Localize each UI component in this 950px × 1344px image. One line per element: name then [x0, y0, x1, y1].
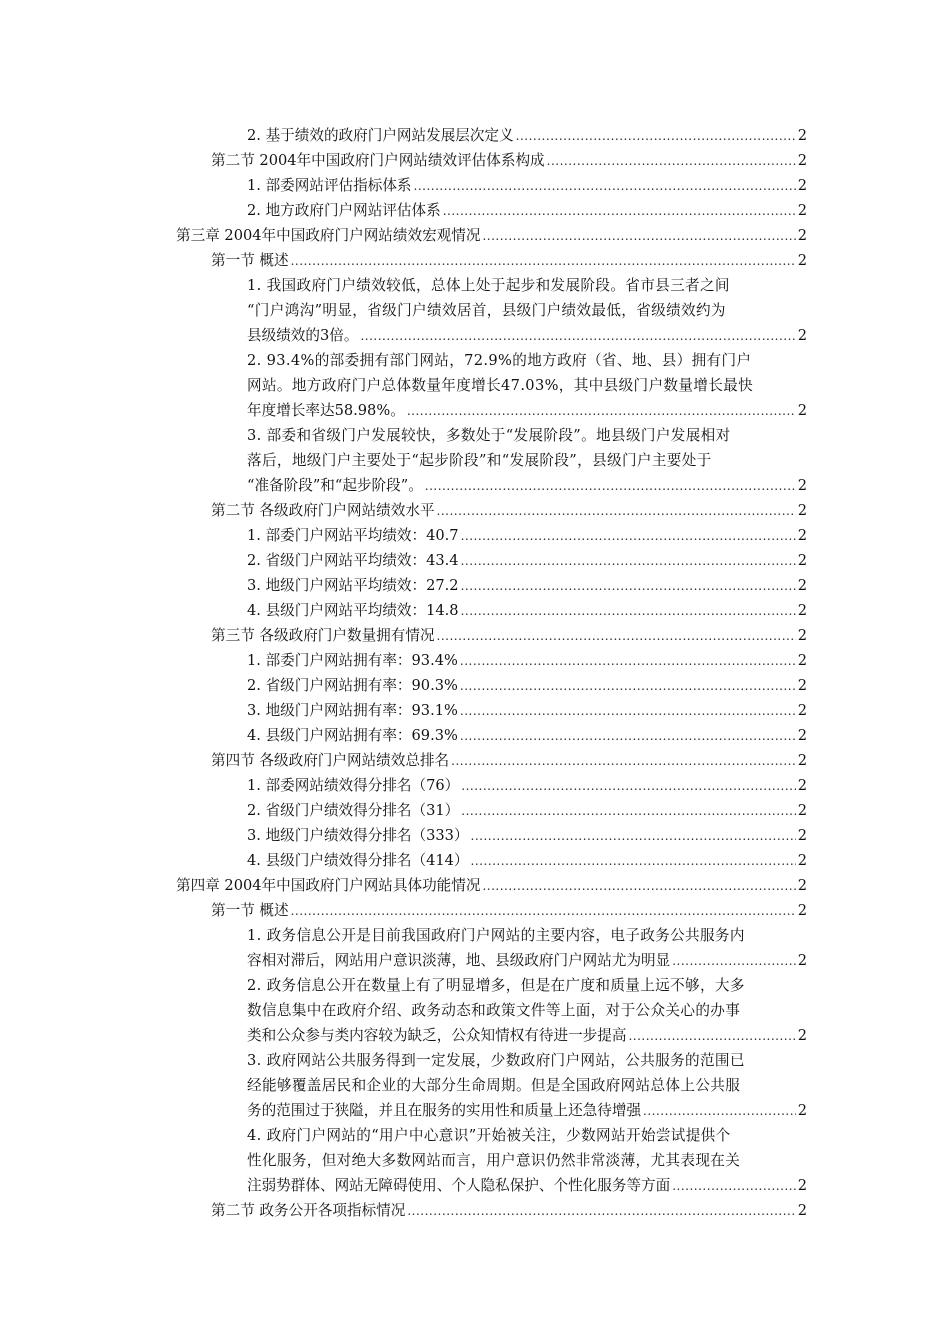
toc-entry-item[interactable]: [247, 848, 807, 873]
toc-entry-text: 1. 部委网站评估指标体系: [247, 177, 412, 194]
dot-leader: [291, 249, 796, 274]
toc-entry-text: 年度增长率达58.98%。: [247, 402, 405, 419]
page-number: 2: [797, 952, 807, 969]
dot-leader: [291, 899, 796, 924]
toc-entry-item[interactable]: [247, 1123, 807, 1198]
toc-entry-section[interactable]: [211, 623, 807, 648]
page-number: 2: [797, 627, 807, 644]
page-number: 2: [797, 127, 807, 144]
dot-leader: [414, 174, 796, 199]
page-number: 2: [797, 552, 807, 569]
toc-entry-item[interactable]: [247, 723, 807, 748]
toc-entry-item[interactable]: [247, 548, 807, 573]
dot-leader: [443, 199, 796, 224]
toc-entry-item[interactable]: [247, 923, 807, 973]
page-number: 2: [797, 1027, 807, 1044]
toc-entry-text: 第一节 概述: [211, 252, 289, 269]
toc-entry-text: 4. 县级门户绩效得分排名（414）: [247, 852, 469, 869]
toc-entry-text: 经能够覆盖居民和企业的大部分生命周期。但是全国政府网站总体上公共服: [247, 1077, 741, 1094]
toc-entry-text: 1. 我国政府门户绩效较低，总体上处于起步和发展阶段。省市县三者之间: [247, 277, 730, 294]
toc-entry-item[interactable]: [247, 798, 807, 823]
toc-entry-text: 数信息集中在政府介绍、政务动态和政策文件等上面，对于公众关心的办事: [247, 1002, 741, 1019]
page-number: 2: [797, 577, 807, 594]
page-number: 2: [797, 402, 807, 419]
page-number: 2: [797, 327, 807, 344]
toc-entry-item[interactable]: [247, 648, 807, 673]
toc-entry-text: 第三章 2004年中国政府门户网站绩效宏观情况: [176, 227, 481, 244]
toc-entry-item[interactable]: [247, 273, 807, 348]
page-number: 2: [797, 602, 807, 619]
toc-entry-text: 第一节 概述: [211, 902, 289, 919]
toc-entry-text: 1. 政务信息公开是目前我国政府门户网站的主要内容，电子政务公共服务内: [247, 927, 745, 944]
toc-entry-text: 2. 地方政府门户网站评估体系: [247, 202, 441, 219]
page-number: 2: [797, 777, 807, 794]
toc-entry-text: “门户鸿沟”明显，省级门户绩效居首，县级门户绩效最低，省级绩效约为: [247, 302, 726, 319]
dot-leader: [360, 324, 795, 349]
dot-leader: [451, 749, 796, 774]
toc-entry-section[interactable]: [211, 248, 807, 273]
toc-entry-item[interactable]: [247, 823, 807, 848]
toc-entry-text: 第二节 2004年中国政府门户网站绩效评估体系构成: [211, 152, 545, 169]
toc-entry-item[interactable]: [247, 123, 807, 148]
toc-entry-text: 第四章 2004年中国政府门户网站具体功能情况: [176, 877, 481, 894]
toc-entry-text: 3. 地级门户网站平均绩效：27.2: [247, 577, 459, 594]
page-number: 2: [797, 152, 807, 169]
dot-leader: [672, 949, 795, 974]
toc-entry-text: 2. 基于绩效的政府门户网站发展层次定义: [247, 127, 514, 144]
toc-entry-text: 第二节 政务公开各项指标情况: [211, 1202, 406, 1219]
toc-entry-item[interactable]: [247, 423, 807, 498]
toc-entry-section[interactable]: [211, 748, 807, 773]
dot-leader: [425, 474, 796, 499]
dot-leader: [460, 724, 796, 749]
dot-leader: [461, 599, 796, 624]
toc-entry-text: “准备阶段”和“起步阶段”。: [247, 477, 423, 494]
dot-leader: [628, 1024, 795, 1049]
dot-leader: [437, 499, 796, 524]
toc-entry-item[interactable]: [247, 598, 807, 623]
dot-leader: [461, 524, 796, 549]
toc-entry-text: 3. 政府网站公共服务得到一定发展，少数政府门户网站，公共服务的范围已: [247, 1052, 745, 1069]
toc-entry-text: 1. 部委网站绩效得分排名（76）: [247, 777, 460, 794]
dot-leader: [461, 799, 795, 824]
page-number: 2: [797, 877, 807, 894]
toc-entry-item[interactable]: [247, 673, 807, 698]
toc-entry-item[interactable]: [247, 973, 807, 1048]
dot-leader: [516, 124, 796, 149]
page-number: 2: [797, 652, 807, 669]
toc-entry-chapter[interactable]: [176, 873, 807, 898]
toc-entry-text: 类和公众参与类内容较为缺乏，公众知情权有待进一步提高: [247, 1027, 627, 1044]
page-number: 2: [797, 202, 807, 219]
page-number: 2: [797, 477, 807, 494]
dot-leader: [461, 549, 796, 574]
toc-entry-text: 1. 部委门户网站拥有率：93.4%: [247, 652, 458, 669]
toc-entry-text: 第三节 各级政府门户数量拥有情况: [211, 627, 435, 644]
dot-leader: [482, 874, 795, 899]
toc-entry-text: 2. 政务信息公开在数量上有了明显增多，但是在广度和质量上远不够，大多: [247, 977, 745, 994]
page-number: 2: [797, 1202, 807, 1219]
page-number: 2: [797, 802, 807, 819]
toc-entry-text: 3. 地级门户网站拥有率：93.1%: [247, 702, 458, 719]
toc-entry-text: 4. 县级门户网站平均绩效：14.8: [247, 602, 459, 619]
toc-entry-item[interactable]: [247, 198, 807, 223]
dot-leader: [461, 574, 796, 599]
toc-entry-item[interactable]: [247, 348, 807, 423]
page-number: 2: [797, 252, 807, 269]
toc-entry-text: 4. 政府门户网站的“用户中心意识”开始被关注，少数网站开始尝试提供个: [247, 1127, 731, 1144]
page-number: 2: [797, 702, 807, 719]
dot-leader: [437, 624, 796, 649]
toc-entry-chapter[interactable]: [176, 223, 807, 248]
toc-entry-text: 2. 省级门户网站拥有率：90.3%: [247, 677, 458, 694]
toc-entry-text: 2. 93.4%的部委拥有部门网站，72.9%的地方政府（省、地、县）拥有门户: [247, 352, 752, 369]
toc-entry-text: 3. 地级门户绩效得分排名（333）: [247, 827, 469, 844]
toc-entry-text: 2. 省级门户网站平均绩效：43.4: [247, 552, 459, 569]
toc-entry-item[interactable]: [247, 573, 807, 598]
dot-leader: [460, 699, 796, 724]
toc-entry-text: 注弱势群体、网站无障碍使用、个人隐私保护、个性化服务等方面: [247, 1177, 671, 1194]
toc-entry-item[interactable]: [247, 173, 807, 198]
toc-entry-text: 1. 部委门户网站平均绩效：40.7: [247, 527, 459, 544]
page-number: 2: [797, 227, 807, 244]
page-number: 2: [797, 727, 807, 744]
dot-leader: [482, 224, 795, 249]
toc-entry-text: 第二节 各级政府门户网站绩效水平: [211, 502, 435, 519]
page-number: 2: [797, 1102, 807, 1119]
dot-leader: [672, 1174, 795, 1199]
dot-leader: [471, 824, 796, 849]
toc-entry-section[interactable]: [211, 1198, 807, 1223]
page-number: 2: [797, 502, 807, 519]
dot-leader: [407, 1199, 795, 1224]
page-number: 2: [797, 177, 807, 194]
dot-leader: [547, 149, 796, 174]
toc-entry-item[interactable]: [247, 1048, 807, 1123]
toc-entry-section[interactable]: [211, 898, 807, 923]
toc-entry-text: 第四节 各级政府门户网站绩效总排名: [211, 752, 450, 769]
page-number: 2: [797, 852, 807, 869]
page-number: 2: [797, 677, 807, 694]
page-number: 2: [797, 1177, 807, 1194]
dot-leader: [471, 849, 796, 874]
toc-entry-text: 4. 县级门户网站拥有率：69.3%: [247, 727, 458, 744]
dot-leader: [461, 774, 795, 799]
page-number: 2: [797, 902, 807, 919]
dot-leader: [643, 1099, 796, 1124]
toc-entry-section[interactable]: [211, 498, 807, 523]
page-number: 2: [797, 752, 807, 769]
dot-leader: [460, 674, 796, 699]
toc-entry-text: 务的范围过于狭隘，并且在服务的实用性和质量上还急待增强: [247, 1102, 642, 1119]
toc-entry-item[interactable]: [247, 773, 807, 798]
table-of-contents: [0, 123, 950, 1223]
toc-entry-text: 容相对滞后，网站用户意识淡薄，地、县级政府门户网站尤为明显: [247, 952, 671, 969]
page-number: 2: [797, 527, 807, 544]
dot-leader: [460, 649, 796, 674]
toc-entry-text: 网站。地方政府门户总体数量年度增长47.03%，其中县级门户数量增长最快: [247, 377, 754, 394]
toc-entry-section[interactable]: [211, 148, 807, 173]
toc-entry-text: 县级绩效的3倍。: [247, 327, 359, 344]
page-number: 2: [797, 827, 807, 844]
toc-entry-text: 3. 部委和省级门户发展较快，多数处于“发展阶段”。地县级门户发展相对: [247, 427, 731, 444]
toc-entry-text: 2. 省级门户绩效得分排名（31）: [247, 802, 460, 819]
toc-entry-text: 落后，地级门户主要处于“起步阶段”和“发展阶段”，县级门户主要处于: [247, 452, 712, 469]
toc-entry-text: 性化服务，但对绝大多数网站而言，用户意识仍然非常淡薄，尤其表现在关: [247, 1152, 741, 1169]
toc-entry-item[interactable]: [247, 698, 807, 723]
toc-entry-item[interactable]: [247, 523, 807, 548]
dot-leader: [407, 399, 796, 424]
